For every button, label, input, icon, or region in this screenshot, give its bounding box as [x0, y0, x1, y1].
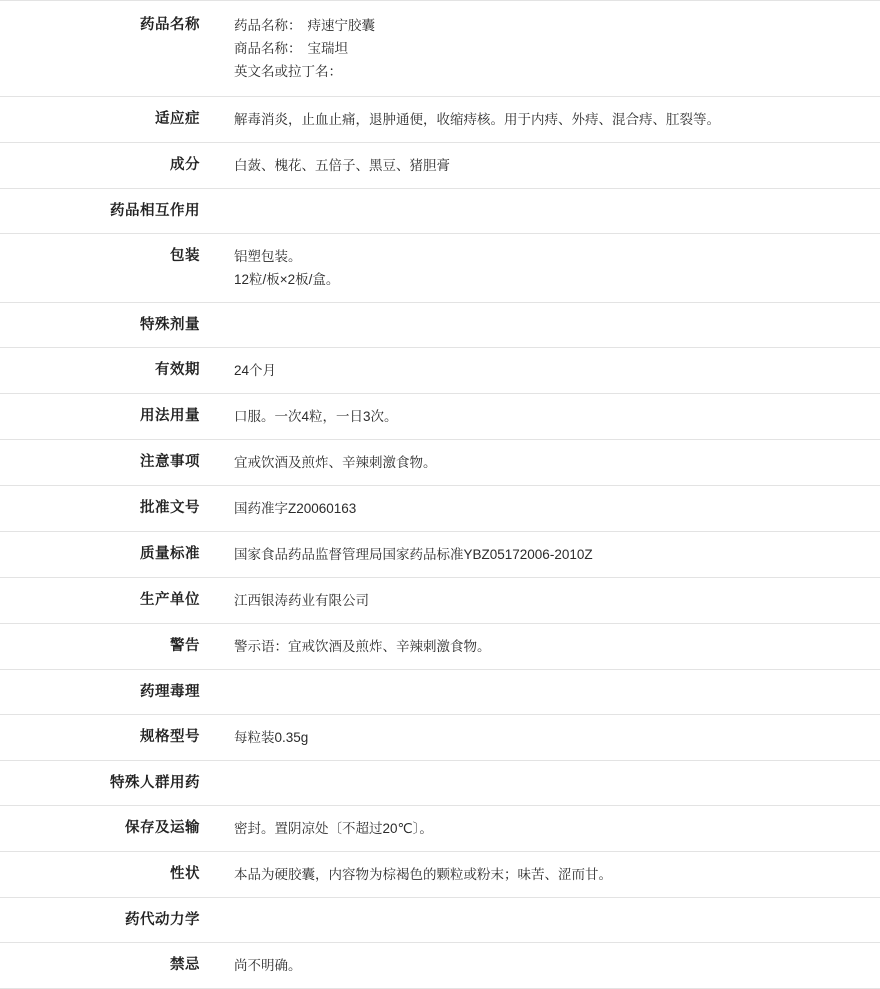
- table-row: [0, 943, 880, 989]
- table-row: [0, 394, 880, 440]
- table-row: [0, 806, 880, 852]
- kv-key: 英文名或拉丁名：: [234, 64, 342, 79]
- table-row: [0, 440, 880, 486]
- text-line: 江西银涛药业有限公司: [234, 593, 369, 608]
- row-value-quality-standard: [214, 532, 880, 578]
- table-row: [0, 898, 880, 943]
- row-value-contraindications: [214, 943, 880, 989]
- text-line: 解毒消炎，止血止痛，退肿通便，收缩痔核。用于内痔、外痔、混合痔、肛裂等。: [234, 112, 720, 127]
- row-label-pharmacology: 药理毒理: [140, 684, 200, 700]
- row-label-precautions: 注意事项: [140, 454, 200, 470]
- row-value-special-dosage: [214, 303, 880, 348]
- row-value-special-population: [214, 761, 880, 806]
- row-label-appearance: 性状: [170, 866, 200, 882]
- row-value-appearance: [214, 852, 880, 898]
- kv-key: 商品名称：: [234, 41, 302, 56]
- row-label-approval-number: 批准文号: [140, 500, 200, 516]
- text-line: 白蔹、槐花、五倍子、黑豆、猪胆膏: [234, 158, 450, 173]
- row-label-ingredients: 成分: [170, 157, 200, 173]
- row-value-dosage: [214, 394, 880, 440]
- text-line: 每粒装0.35g: [234, 730, 309, 745]
- table-row: [0, 532, 880, 578]
- row-value-specification: [214, 715, 880, 761]
- row-label-indications: 适应症: [155, 111, 200, 127]
- row-value-pharmacokinetics: [214, 898, 880, 943]
- kv-value: 痔速宁胶囊: [307, 18, 375, 33]
- row-value-approval-number: [214, 486, 880, 532]
- row-label-specification: 规格型号: [140, 729, 200, 745]
- kv-line: [234, 60, 870, 83]
- drug-info-table-body: [0, 1, 880, 989]
- table-row: [0, 715, 880, 761]
- row-value-pharmacology: [214, 670, 880, 715]
- text-line: 铝塑包装。: [234, 249, 302, 264]
- row-value-manufacturer: [214, 578, 880, 624]
- table-row: [0, 189, 880, 234]
- row-label-drug-name: 药品名称: [140, 17, 200, 33]
- table-row: [0, 670, 880, 715]
- row-label-contraindications: 禁忌: [170, 957, 200, 973]
- row-value-validity: [214, 348, 880, 394]
- row-label-storage-transport: 保存及运输: [125, 820, 200, 836]
- row-value-warning: [214, 624, 880, 670]
- row-label-warning: 警告: [170, 638, 200, 654]
- table-row: [0, 761, 880, 806]
- row-label-quality-standard: 质量标准: [140, 546, 200, 562]
- row-value-drug-name: [214, 1, 880, 97]
- table-row: [0, 624, 880, 670]
- row-value-precautions: [214, 440, 880, 486]
- row-label-pharmacokinetics: 药代动力学: [125, 912, 200, 928]
- row-value-drug-interactions: [214, 189, 880, 234]
- row-label-validity: 有效期: [155, 362, 200, 378]
- table-row: [0, 97, 880, 143]
- row-value-packaging: [214, 234, 880, 303]
- text-line: 尚不明确。: [234, 958, 302, 973]
- kv-line: [234, 37, 870, 60]
- text-line: 国药准字Z20060163: [234, 501, 357, 516]
- row-label-drug-interactions: 药品相互作用: [110, 203, 200, 219]
- table-row: [0, 1, 880, 97]
- text-line: 国家食品药品监督管理局国家药品标准YBZ05172006-2010Z: [234, 547, 593, 562]
- row-value-indications: [214, 97, 880, 143]
- kv-value: 宝瑞坦: [307, 41, 348, 56]
- row-label-packaging: 包装: [170, 248, 200, 264]
- text-line: 警示语：宜戒饮酒及煎炸、辛辣刺激食物。: [234, 639, 491, 654]
- kv-key: 药品名称：: [234, 18, 302, 33]
- text-line: 24个月: [234, 363, 277, 378]
- text-line: 本品为硬胶囊，内容物为棕褐色的颗粒或粉末；味苦、涩而甘。: [234, 867, 612, 882]
- text-line: 12粒/板×2板/盒。: [234, 272, 340, 287]
- table-row: [0, 143, 880, 189]
- table-row: [0, 234, 880, 303]
- row-label-dosage: 用法用量: [140, 408, 200, 424]
- text-line: 宜戒饮酒及煎炸、辛辣刺激食物。: [234, 455, 437, 470]
- row-label-special-population: 特殊人群用药: [110, 775, 200, 791]
- text-line: 密封。置阴凉处〔不超过20℃〕。: [234, 821, 433, 836]
- row-value-ingredients: [214, 143, 880, 189]
- row-value-storage-transport: [214, 806, 880, 852]
- row-label-manufacturer: 生产单位: [140, 592, 200, 608]
- table-row: [0, 303, 880, 348]
- table-row: [0, 486, 880, 532]
- table-row: [0, 852, 880, 898]
- text-line: 口服。一次4粒，一日3次。: [234, 409, 398, 424]
- row-label-special-dosage: 特殊剂量: [140, 317, 200, 333]
- kv-line: [234, 14, 870, 37]
- table-row: [0, 348, 880, 394]
- table-row: [0, 578, 880, 624]
